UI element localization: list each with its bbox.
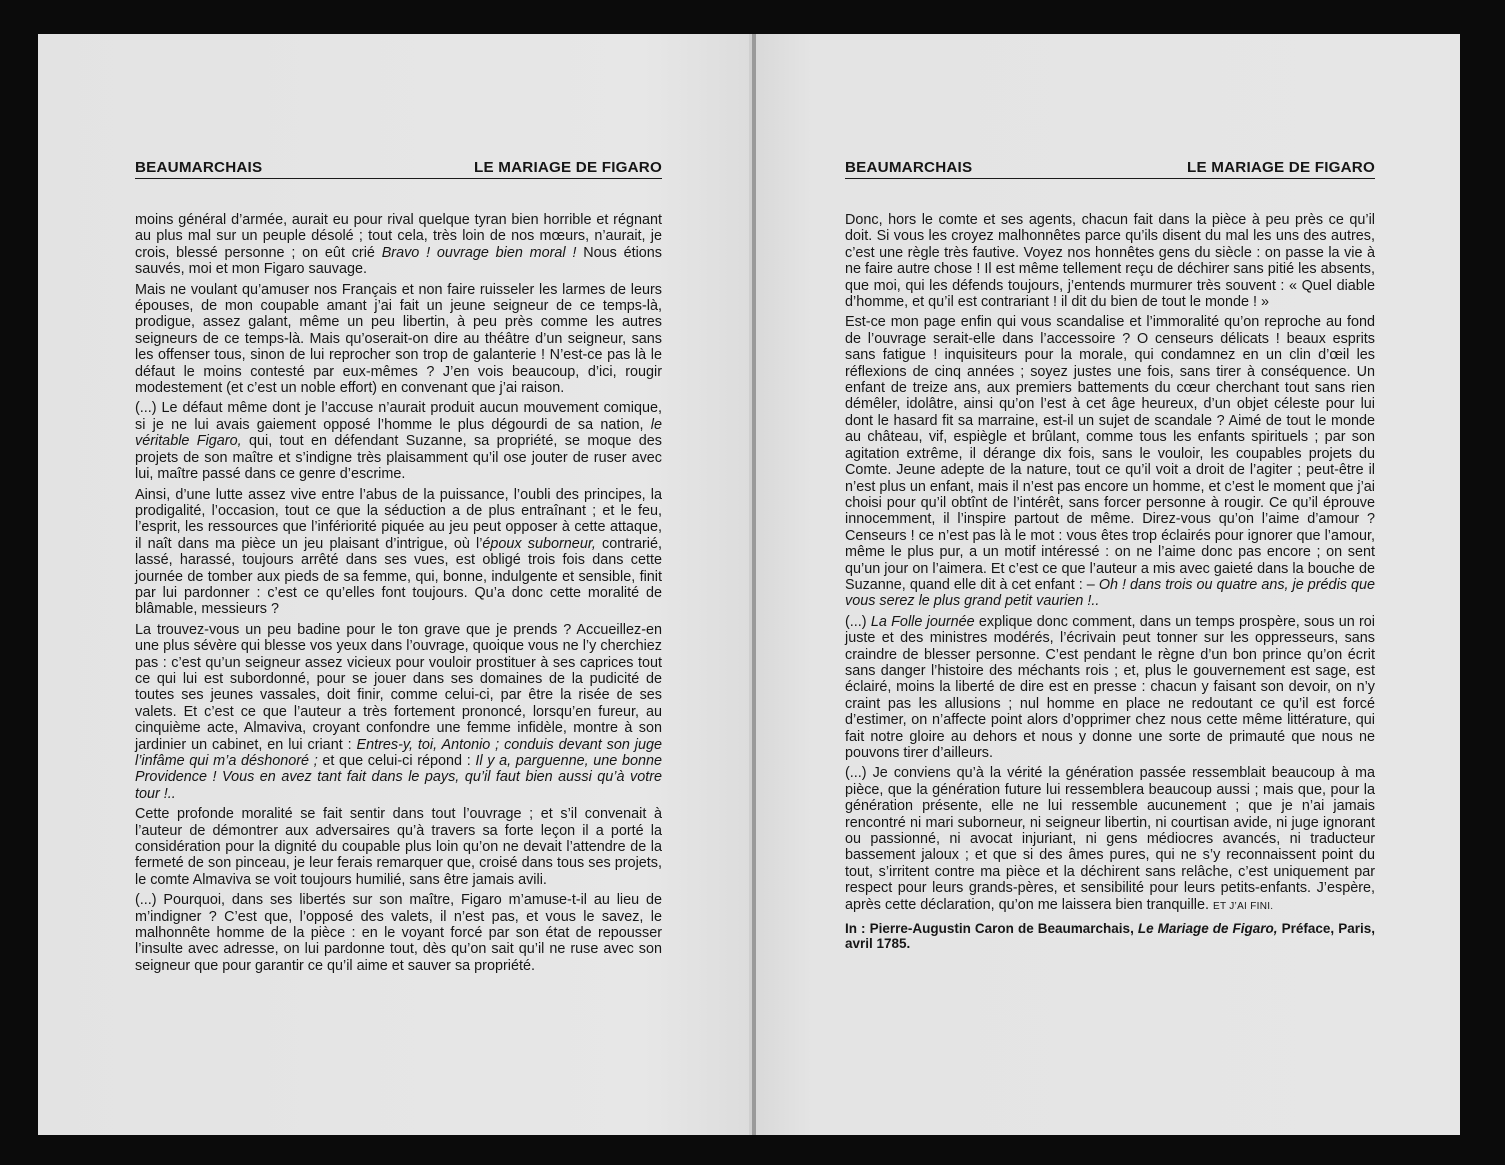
text-run: Ainsi, d’une lutte assez vive entre l’abus de la puissance, l’oubli des principes, la prodigalité, l’occasion, tout ce que la séduction a de plus entraînant ; et le feu, l’esprit, les ressources que l’infériorité piquée au jeu peut opposer à cette attaque, il naît dans ma pièce un jeu plaisant d’intrigue, où l’ bbox=[135, 486, 662, 552]
text-run: contrarié, lassé, harassé, toujours arrêté dans ses vues, est obligé trois fois dans cette journée de tomber aux pieds de sa femme, qui, bonne, indulgente et sensible, finit par lui pardonner : c’est ce qu’elles font toujours. Qu’a donc cette moralité de blâmable, messieurs ? bbox=[135, 535, 662, 618]
italic-quote: Bravo ! ouvrage bien moral ! bbox=[381, 244, 577, 261]
text-run: et que celui-ci répond : bbox=[317, 753, 476, 769]
body-paragraph bbox=[135, 622, 662, 802]
text-run: (...) Pourquoi, dans ses libertés sur son maître, Figaro m’amuse-t-il au lieu de m’indigner ? C’est que, l’opposé des valets, il n’est pas, et vous le savez, le malhonnête homme de la pièce : en le voyant forcé par son état de repousser l’insulte avec adresse, on lui pardonne tout, dès qu’on sait qu’il ne ruse avec son seigneur que pour garantir ce qu’il aime et sauver sa propriété. bbox=[135, 892, 662, 974]
body-paragraph bbox=[135, 212, 662, 278]
italic-quote: Entres-y, toi, Antonio ; conduis devant son juge l’infâme qui m’a déshonoré ; bbox=[135, 736, 662, 769]
body-paragraph bbox=[135, 487, 662, 618]
text-run: qui, tout en défendant Suzanne, sa propriété, se moque des projets de son maître et s’indigne très plaisamment qu’il ose jouter de ruser avec lui, maître passé dans ce genre d’escrime. bbox=[135, 433, 663, 483]
body-paragraph bbox=[135, 806, 662, 888]
left-header-author: BEAUMARCHAIS bbox=[135, 159, 263, 176]
text-run: ET J’AI FINI. bbox=[1212, 900, 1274, 912]
body-paragraph bbox=[845, 212, 1375, 310]
right-header-author: BEAUMARCHAIS bbox=[845, 159, 973, 176]
source-prefix: In : Pierre-Augustin Caron de Beaumarchais, bbox=[845, 921, 1138, 937]
right-header-title: LE MARIAGE DE FIGARO bbox=[1187, 159, 1375, 176]
text-run: moins général d’armée, aurait eu pour rival quelque tyran bien horrible et régnant au plus mal sur un peuple désolé ; tout cela, très loin de nos mœurs, n’aurait, je crois, blessé personne ; on eût crié bbox=[135, 212, 662, 261]
left-header-title: LE MARIAGE DE FIGARO bbox=[474, 159, 662, 176]
left-body-text bbox=[135, 212, 662, 974]
italic-quote: Oh ! dans trois ou quatre ans, je prédis que vous serez le plus grand petit vaurien !.. bbox=[845, 576, 1375, 610]
body-paragraph bbox=[845, 314, 1375, 609]
body-paragraph bbox=[135, 892, 662, 974]
italic-quote: époux suborneur, bbox=[482, 535, 596, 552]
right-page bbox=[756, 34, 1460, 1135]
italic-quote: La Folle journée bbox=[870, 613, 975, 630]
source-work: Le Mariage de Figaro, bbox=[1137, 921, 1278, 937]
text-run: Cette profonde moralité se fait sentir dans tout l’ouvrage ; et s’il convenait à l’auteur de démontrer aux adversaires qu’à travers sa forte leçon il a porté la considération pour la dignité du coupable plus loin qu’on ne devait l’attendre de la fermeté de son pinceau, je leur ferais remarquer que, croisé dans tous ses projets, le comte Almaviva se voit toujours humilié, sans être jamais avili. bbox=[135, 806, 662, 888]
right-body-text bbox=[845, 212, 1375, 951]
text-run: Nous étions sauvés, moi et mon Figaro sauvage. bbox=[135, 244, 662, 278]
body-paragraph bbox=[135, 400, 662, 482]
body-paragraph bbox=[135, 282, 662, 397]
body-paragraph bbox=[845, 614, 1375, 762]
left-page bbox=[38, 34, 752, 1135]
source-suffix: Préface, Paris, avril 1785. bbox=[845, 921, 1375, 952]
text-run: (...) Le défaut même dont je l’accuse n’aurait produit aucun mouvement comique, si je ne lui avais gaiement opposé l’homme le plus dégourdi de sa nation, bbox=[135, 400, 662, 433]
text-run: Mais ne voulant qu’amuser nos Français et non faire ruisseler les larmes de leurs épouses, de mon coupable amant j’ai fait un jeune seigneur de ce temps-là, prodigue, assez galant, même un peu libertin, à peu près comme les autres seigneurs de ce temps-là. Mais qu’oserait-on dire au théâtre d’un seigneur, sans les offenser tous, sinon de lui reprocher son trop de galanterie ! N’est-ce pas là le défaut le moins contesté par eux-mêmes ? J’en vois beaucoup, d’ici, rougir modestement (et c’est un noble effort) en convenant que j’ai raison. bbox=[135, 281, 662, 397]
italic-quote: Il y a, parguenne, une bonne Providence ! Vous en avez tant fait dans le pays, qu’il faut bien aussi qu’à votre tour !.. bbox=[135, 753, 662, 802]
text-run: La trouvez-vous un peu badine pour le ton grave que je prends ? Accueillez-en une plus sévère qui blesse vos yeux dans l’ouvrage, quoique vous ne l’y cherchiez pas : c’est qu’un seigneur assez vicieux pour vouloir prostituer à ses caprices tout ce qui lui est subordonné, pour se jouer dans ses domaines de la pudicité de toutes ses jeunes vassales, doit finir, comme celui-ci, par être la risée de ses valets. Et c’est ce que l’auteur a très fortement prononcé, lorsqu’en fureur, au cinquième acte, Almaviva, croyant confondre une femme infidèle, montre à son jardinier un cabinet, en lui criant : bbox=[135, 621, 662, 753]
text-run: Est-ce mon page enfin qui vous scandalise et l’immoralité qu’on reproche au fond de l’ouvrage serait-elle dans l’accessoire ? O censeurs délicats ! beaux esprits sans fatigue ! inquisiteurs pour la morale, qui condamnez en un clin d’œil les réflexions de cinq années ; soyez justes une fois, sans tirer à conséquence. Un enfant de treize ans, aux premiers battements du cœur cherchant tout sans rien démêler, idolâtre, ainsi qu’on l’est à cet âge heureux, d’un objet céleste pour lui dont le hasard fit sa marraine, est-il un sujet de scandale ? Aimé de tout le monde au château, vif, espiègle et brûlant, comme tous les enfants spirituels ; par son agitation extrême, il dérange dix fois, sans le vouloir, les coupables projets du Comte. Jeune adepte de la nature, tout ce qu’il voit a droit de l’agiter ; peut-être il n’est plus un enfant, mais il n’est pas encore un homme, et c’est le moment que j’ai choisi pour qu’il obtînt de l’intérêt, sans forcer personne à rougir. Ce qu’il éprouve innocemment, il l’inspire partout de même. Direz-vous qu’on l’aime d’amour ? Censeurs ! ce n’est pas là le mot : vous êtes trop éclairés pour ignorer que l’amour, même le plus pur, a un motif intéressé : on ne l’aime donc pas encore ; on sent qu’un jour on l’aimera. Et c’est ce que l’auteur a mis avec gaieté dans la bouche de Suzanne, quand elle dit à cet enfant : – bbox=[845, 314, 1375, 593]
right-running-header bbox=[845, 156, 1375, 179]
left-running-header bbox=[135, 156, 662, 179]
body-paragraph bbox=[845, 765, 1375, 915]
text-run: Donc, hors le comte et ses agents, chacun fait dans la pièce à peu près ce qu’il doit. Si vous les croyez malhonnêtes parce qu’ils disent du mal les uns des autres, c’est une règle très fautive. Voyez nos honnêtes gens du siècle : on passe la vie à ne faire autre chose ! Il est même tellement reçu de déchirer sans pitié les absents, que moi, qui les défends toujours, j’entends murmurer très souvent : « Quel diable d’homme, et qu’il est contrariant ! il dit du bien de tout le monde ! » bbox=[845, 212, 1375, 311]
text-run: (...) bbox=[845, 613, 871, 630]
text-run: explique donc comment, dans un temps prospère, sous un roi juste et des ministres modérés, l’écrivain peut tonner sur les oppresseurs, sans craindre de blesser personne. C’est pendant le règne d’un bon prince qu’on écrit sans danger l’histoire des méchants rois ; et, plus le gouvernement est sage, est éclairé, moins la liberté de dire est en presse : chacun y faisant son devoir, on n’y craint pas les allusions ; nul homme en place ne redoutant ce qu’il est forcé d’estimer, on n’affecte point alors d’opprimer chez nous cette même littérature, qui fait notre gloire au dehors et nous y donne une sorte de primauté que nous ne pouvons tirer d’ailleurs. bbox=[845, 613, 1375, 761]
italic-quote: le véritable Figaro, bbox=[135, 416, 662, 450]
source-citation bbox=[845, 921, 1375, 951]
right-paragraphs bbox=[845, 212, 1375, 915]
text-run: (...) Je conviens qu’à la vérité la génération passée ressemblait beaucoup à ma pièce, que la génération future lui ressemblera beaucoup aussi ; mais que, pour la génération présente, elle ne lui ressemble aucunement ; que je n’ai jamais rencontré ni mari suborneur, ni seigneur libertin, ni courtisan avide, ni juge ignorant ou passionné, ni avocat injuriant, ni gens médiocres avancés, ni traducteur bassement jaloux ; et que si des âmes pures, qui ne s’y reconnaissent point du tout, s’irritent contre ma pièce et la déchirent sans relâche, c’est uniquement par respect pour leurs grands-pères, et sensibilité pour leurs petits-enfants. J’espère, après cette déclaration, qu’on me laissera bien tranquille. bbox=[845, 765, 1375, 913]
